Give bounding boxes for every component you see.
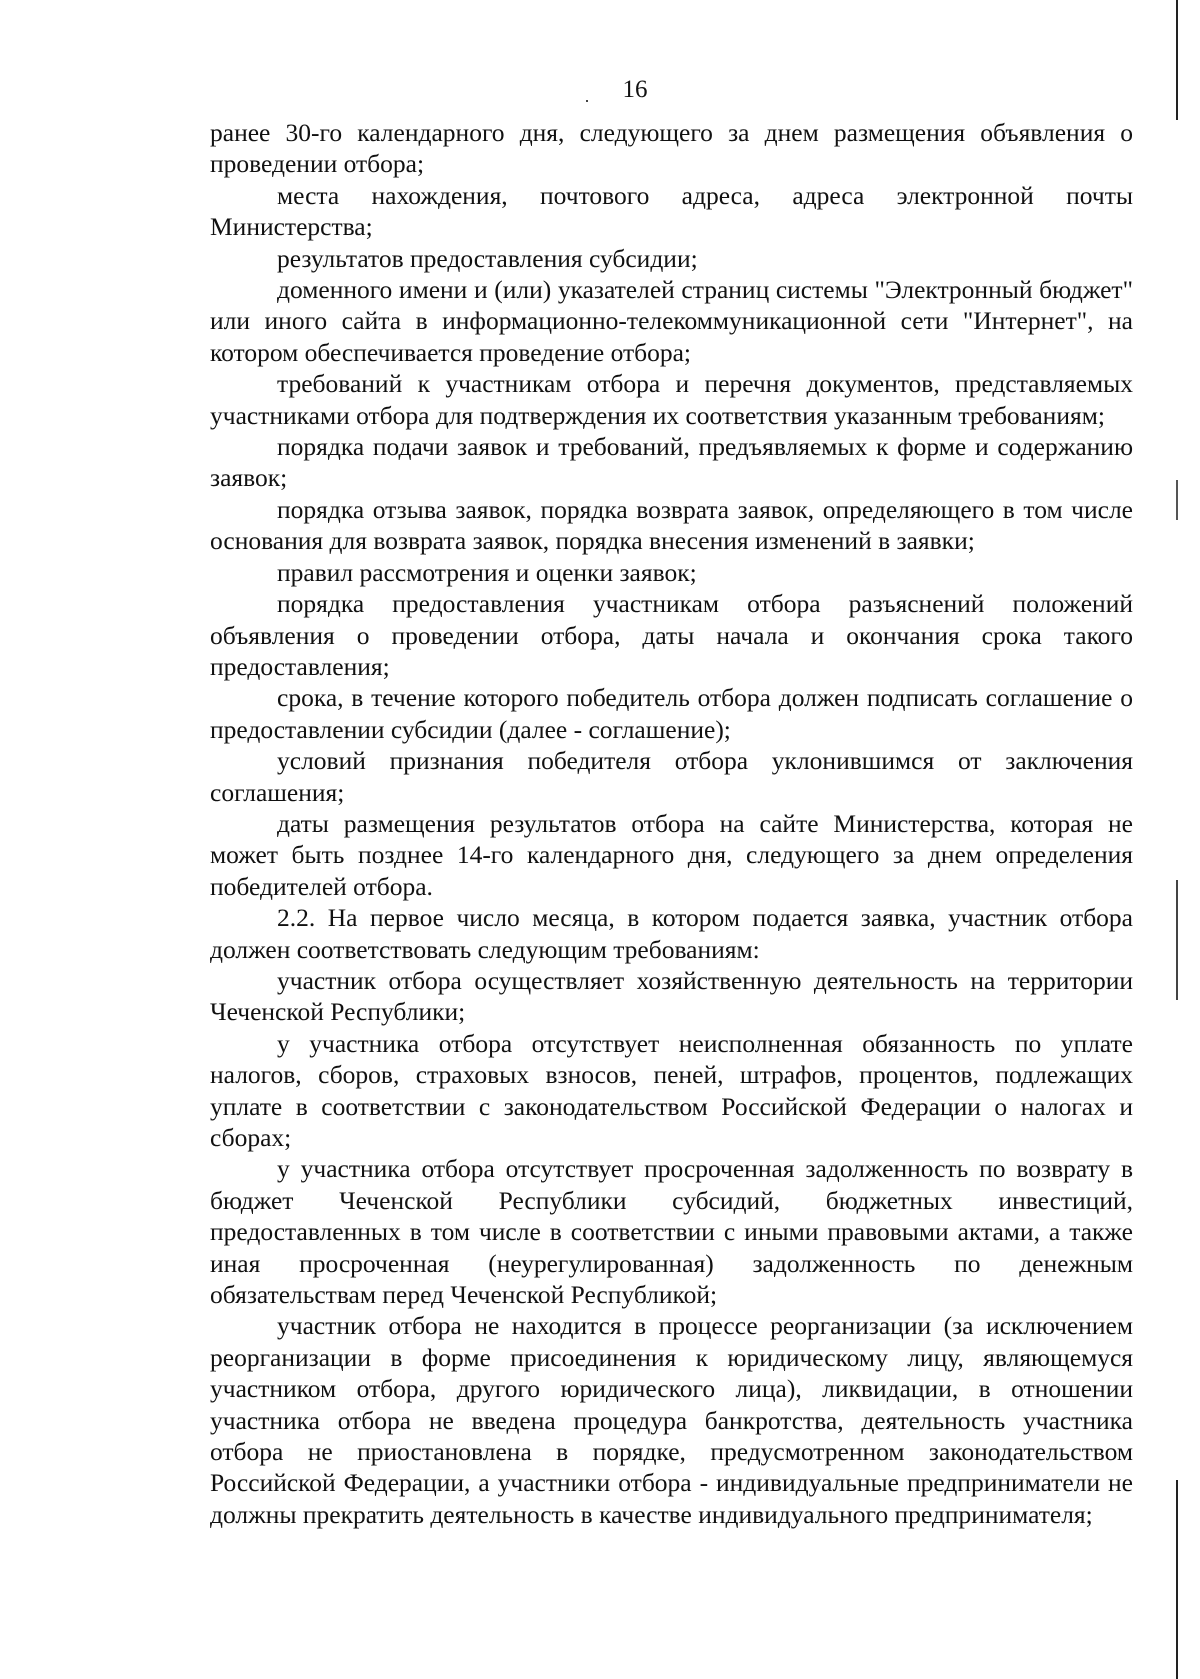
paragraph: срока, в течение которого победитель отбора должен подписать соглашение о предоставлении субсидии (далее - соглашение); — [210, 683, 1133, 744]
paragraph: порядка подачи заявок и требований, предъявляемых к форме и содержанию заявок; — [210, 432, 1133, 493]
paragraph: даты размещения результатов отбора на сайте Министерства, которая не может быть позднее 14-го календарного дня, следующего за днем определения победителей отбора. — [210, 808, 1133, 901]
paragraph: условий признания победителя отбора уклонившимся от заключения соглашения; — [210, 746, 1133, 807]
scan-edge-artifact — [1176, 0, 1178, 1679]
paragraph: ранее 30-го календарного дня, следующего за днем размещения объявления о проведении отбора; — [210, 118, 1133, 179]
paragraph: требований к участникам отбора и перечня документов, представляемых участниками отбора для подтверждения их соответствия указанным требованиям; — [210, 369, 1133, 430]
paragraph: порядка отзыва заявок, порядка возврата заявок, определяющего в том числе основания для возврата заявок, порядка внесения изменений в заявки; — [210, 494, 1133, 556]
paragraph: правил рассмотрения и оценки заявок; — [277, 557, 697, 587]
paragraph: места нахождения, почтового адреса, адреса электронной почты Министерства; — [210, 180, 1133, 242]
paragraph: доменного имени и (или) указателей страниц системы "Электронный бюджет" или иного сайта в информационно-телекоммуникационной сети "Интернет", на котором обеспечивается проведение отбора; — [210, 275, 1133, 367]
paragraph: у участника отбора отсутствует просроченная задолженность по возврату в бюджет Чеченской Республики субсидий, бюджетных инвестиций, предоставленных в том числе в соответствии с иными правовыми актами, а также иная просроченная (неурегулированная) задолженность по денежным обязательствам перед Чеченской Республикой; — [210, 1154, 1133, 1310]
paragraph: 2.2. На первое число месяца, в котором подается заявка, участник отбора должен соответствовать следующим требованиям: — [210, 903, 1133, 964]
paragraph: участник отбора осуществляет хозяйственную деятельность на территории Чеченской Республики; — [210, 965, 1133, 1027]
page-number: 16 — [622, 76, 648, 103]
paragraph: порядка предоставления участникам отбора разъяснений положений объявления о проведении отбора, даты начала и окончания срока такого предоставления; — [210, 589, 1133, 681]
paragraph: у участника отбора отсутствует неисполненная обязанность по уплате налогов, сборов, страховых взносов, пеней, штрафов, процентов, подлежащих уплате в соответствии с законодательством Российской Федерации о налогах и сборах; — [210, 1028, 1133, 1152]
paragraph: результатов предоставления субсидии; — [277, 243, 698, 273]
document-body — [210, 117, 1133, 1530]
paragraph: участник отбора не находится в процессе реорганизации (за исключением реорганизации в форме присоединения к юридическому лицу, являющемуся участником отбора, другого юридического лица), ликвидации, в отношении участника отбора не введена процедура банкротства, деятельность участника отбора не приостановлена в порядке, предусмотренном законодательством Российской Федерации, а участники отбора - индивидуальные предприниматели не должны прекратить деятельность в качестве индивидуального предпринимателя; — [210, 1311, 1133, 1529]
